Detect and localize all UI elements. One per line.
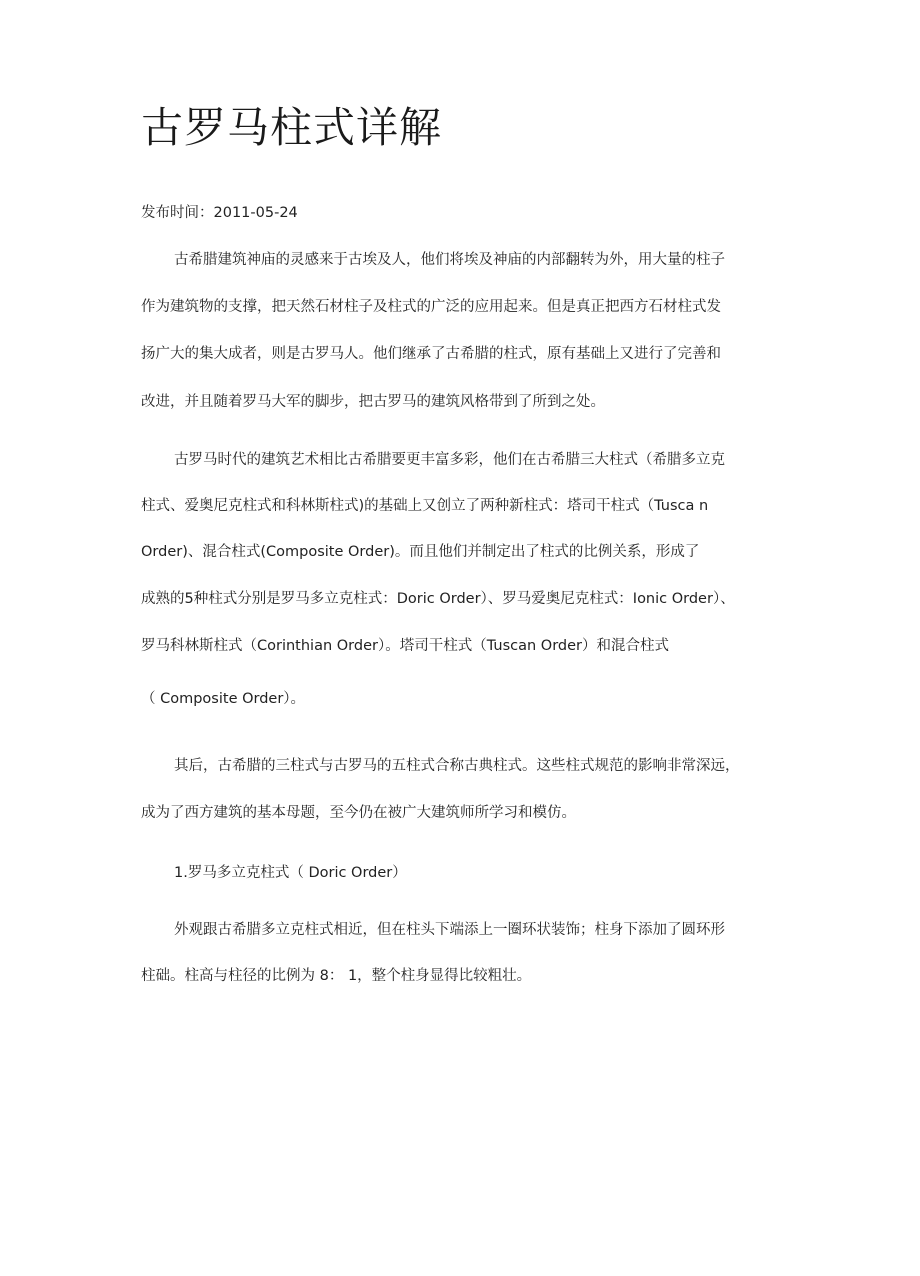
paragraph-2-line-2: 柱式、爱奥尼克柱式和科林斯柱式)的基础上又创立了两种新柱式：塔司干柱式（Tusca n	[141, 498, 709, 514]
page-title: 古罗马柱式详解	[141, 103, 443, 152]
paragraph-2-line-4: 成熟的5种柱式分别是罗马多立克柱式：Doric Order）、罗马爱奥尼克柱式：Ionic Order）、	[141, 591, 735, 607]
paragraph-1-line-3: 扬广大的集大成者，则是古罗马人。他们继承了古希腊的柱式，原有基础上又进行了完善和	[141, 346, 721, 362]
paragraph-2-line-1: 古罗马时代的建筑艺术相比古希腊要更丰富多彩，他们在古希腊三大柱式（希腊多立克	[174, 452, 725, 468]
paragraph-1-line-4: 改进，并且随着罗马大军的脚步，把古罗马的建筑风格带到了所到之处。	[141, 394, 605, 410]
paragraph-1-line-2: 作为建筑物的支撑，把天然石材柱子及柱式的广泛的应用起来。但是真正把西方石材柱式发	[141, 299, 721, 315]
paragraph-2-line-3: Order)、混合柱式(Composite Order)。而且他们并制定出了柱式的比例关系，形成了	[141, 544, 700, 560]
paragraph-3-line-2: 成为了西方建筑的基本母题，至今仍在被广大建筑师所学习和模仿。	[141, 805, 576, 821]
publish-date: 发布时间：2011-05-24	[141, 205, 298, 221]
paragraph-4-line-2: 柱础。柱高与柱径的比例为 8： 1，整个柱身显得比较粗壮。	[141, 968, 532, 984]
paragraph-2-line-6: （ Composite Order）。	[141, 691, 306, 707]
paragraph-1-line-1: 古希腊建筑神庙的灵感来于古埃及人，他们将埃及神庙的内部翻转为外，用大量的柱子	[174, 252, 725, 268]
paragraph-2-line-5: 罗马科林斯柱式（Corinthian Order）。塔司干柱式（Tuscan Order）和混合柱式	[141, 638, 669, 654]
paragraph-4-line-1: 外观跟古希腊多立克柱式相近，但在柱头下端添上一圈环状装饰；柱身下添加了圆环形	[174, 922, 725, 938]
paragraph-3-line-1: 其后，古希腊的三柱式与古罗马的五柱式合称古典柱式。这些柱式规范的影响非常深远，	[174, 758, 740, 774]
section-heading-doric: 1.罗马多立克柱式（ Doric Order）	[174, 865, 407, 881]
